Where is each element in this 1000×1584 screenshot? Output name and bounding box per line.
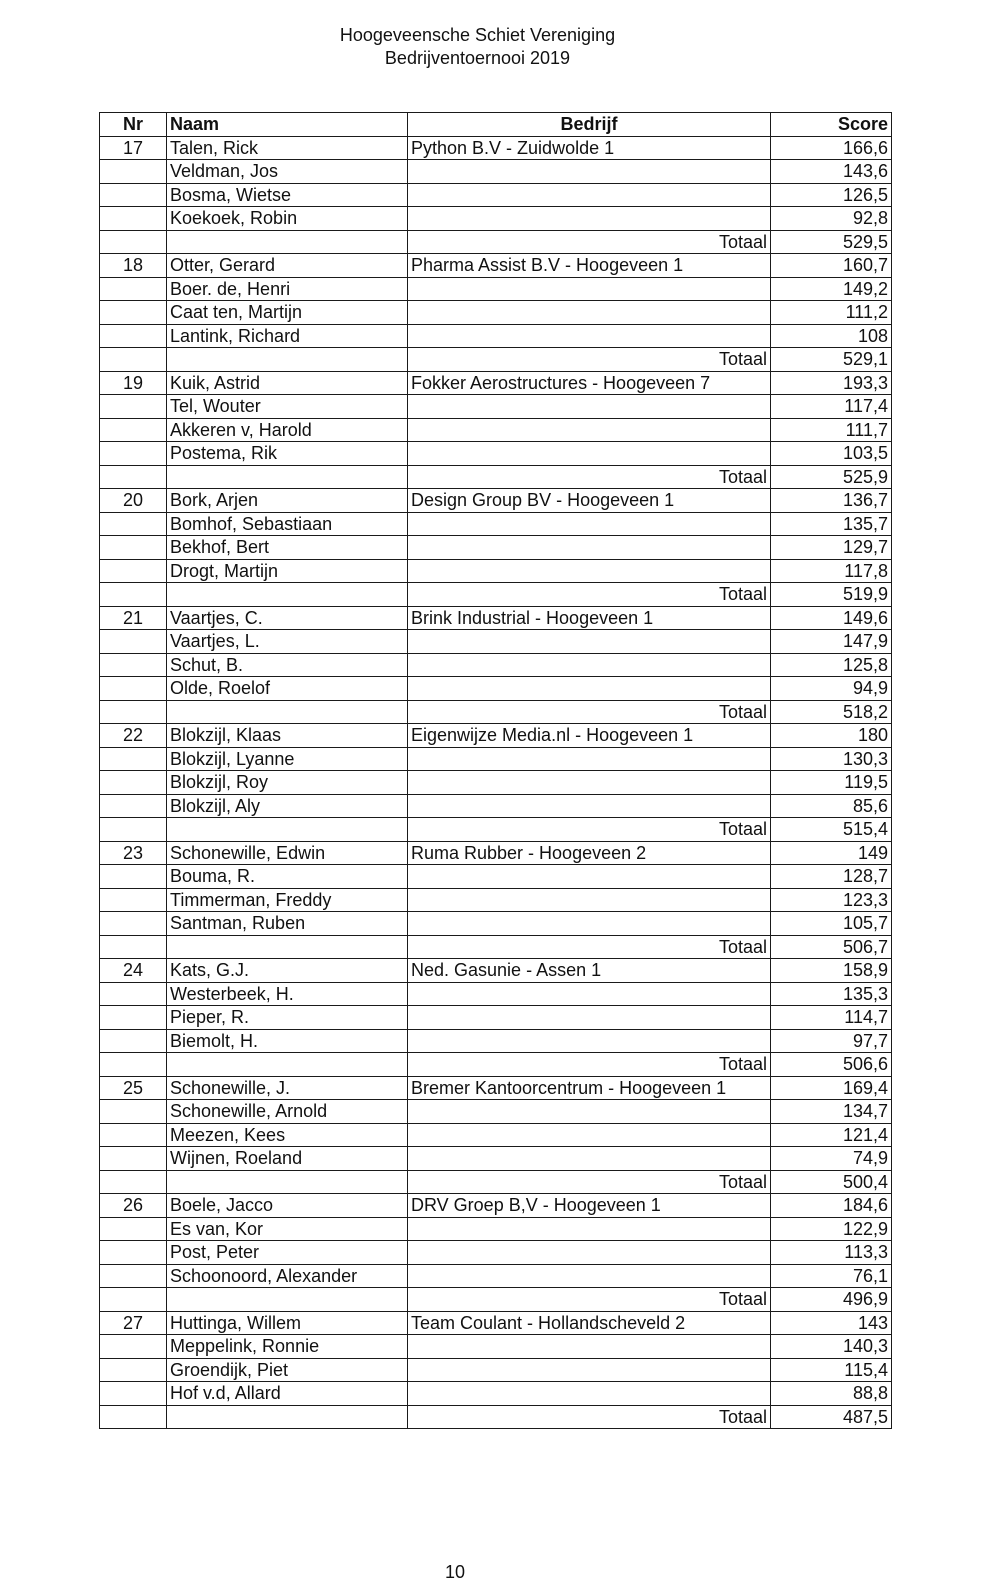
empty-cell [408,536,771,560]
empty-cell [100,1264,167,1288]
table-row [100,207,892,231]
member-name: Blokzijl, Roy [167,771,408,795]
member-score: 143,6 [771,160,892,184]
empty-cell [100,324,167,348]
empty-cell [408,1382,771,1406]
total-row [100,1288,892,1312]
member-score: 136,7 [771,489,892,513]
table-row [100,630,892,654]
member-score: 119,5 [771,771,892,795]
member-name: Pieper, R. [167,1006,408,1030]
table-row [100,1029,892,1053]
tournament-title: Bedrijventoernooi 2019 [384,48,571,68]
empty-cell [408,1123,771,1147]
total-row [100,1053,892,1077]
empty-cell [100,1382,167,1406]
team-number: 18 [100,254,167,278]
team-number: 23 [100,841,167,865]
member-score: 88,8 [771,1382,892,1406]
empty-cell [100,1053,167,1077]
empty-cell [408,653,771,677]
member-name: Bosma, Wietse [167,183,408,207]
member-name: Talen, Rick [167,136,408,160]
empty-cell [100,160,167,184]
team-number: 25 [100,1076,167,1100]
member-name: Drogt, Martijn [167,559,408,583]
empty-cell [408,395,771,419]
member-name: Vaartjes, L. [167,630,408,654]
member-score: 193,3 [771,371,892,395]
team-number: 17 [100,136,167,160]
member-name: Blokzijl, Aly [167,794,408,818]
total-row [100,583,892,607]
total-label: Totaal [408,700,771,724]
member-name: Kats, G.J. [167,959,408,983]
member-name: Schut, B. [167,653,408,677]
total-label: Totaal [408,935,771,959]
table-row [100,1194,892,1218]
member-score: 114,7 [771,1006,892,1030]
member-name: Boer. de, Henri [167,277,408,301]
member-name: Akkeren v, Harold [167,418,408,442]
member-score: 92,8 [771,207,892,231]
member-name: Santman, Ruben [167,912,408,936]
empty-cell [100,677,167,701]
empty-cell [408,418,771,442]
member-name: Meezen, Kees [167,1123,408,1147]
column-header-bedrijf: Bedrijf [408,113,771,137]
member-score: 128,7 [771,865,892,889]
empty-cell [100,888,167,912]
total-row [100,230,892,254]
total-row [100,1170,892,1194]
table-header-row [100,113,892,137]
table-row [100,1100,892,1124]
team-number: 24 [100,959,167,983]
member-score: 76,1 [771,1264,892,1288]
team-total: 500,4 [771,1170,892,1194]
member-score: 105,7 [771,912,892,936]
empty-cell [167,1288,408,1312]
table-row [100,724,892,748]
empty-cell [100,1288,167,1312]
table-row [100,912,892,936]
member-score: 74,9 [771,1147,892,1171]
table-row [100,888,892,912]
member-score: 160,7 [771,254,892,278]
member-name: Koekoek, Robin [167,207,408,231]
table-row [100,1006,892,1030]
empty-cell [100,700,167,724]
member-score: 129,7 [771,536,892,560]
empty-cell [408,888,771,912]
empty-cell [100,912,167,936]
empty-cell [408,559,771,583]
team-total: 515,4 [771,818,892,842]
member-score: 121,4 [771,1123,892,1147]
empty-cell [100,277,167,301]
table-body [100,136,892,1429]
member-name: Vaartjes, C. [167,606,408,630]
empty-cell [408,301,771,325]
empty-cell [408,1006,771,1030]
empty-cell [408,1217,771,1241]
empty-cell [167,1053,408,1077]
table-row [100,653,892,677]
empty-cell [408,865,771,889]
member-score: 126,5 [771,183,892,207]
table-row [100,559,892,583]
member-score: 125,8 [771,653,892,677]
member-name: Biemolt, H. [167,1029,408,1053]
member-score: 97,7 [771,1029,892,1053]
empty-cell [100,1029,167,1053]
table-row [100,136,892,160]
team-number: 19 [100,371,167,395]
empty-cell [100,512,167,536]
empty-cell [100,1405,167,1429]
empty-cell [100,865,167,889]
empty-cell [408,1147,771,1171]
empty-cell [408,1358,771,1382]
empty-cell [100,442,167,466]
empty-cell [167,1405,408,1429]
member-name: Lantink, Richard [167,324,408,348]
member-score: 108 [771,324,892,348]
table-row [100,301,892,325]
company-name: DRV Groep B,V - Hoogeveen 1 [408,1194,771,1218]
total-label: Totaal [408,230,771,254]
member-score: 117,4 [771,395,892,419]
empty-cell [167,348,408,372]
total-label: Totaal [408,465,771,489]
club-name: Hoogeveensche Schiet Vereniging [339,25,616,45]
empty-cell [167,935,408,959]
total-row [100,348,892,372]
column-header-naam: Naam [167,113,408,137]
table-row [100,959,892,983]
empty-cell [167,465,408,489]
table-row [100,395,892,419]
empty-cell [100,630,167,654]
table-row [100,982,892,1006]
table-row [100,324,892,348]
table-row [100,183,892,207]
member-name: Veldman, Jos [167,160,408,184]
table-row [100,489,892,513]
member-score: 122,9 [771,1217,892,1241]
team-number: 26 [100,1194,167,1218]
empty-cell [408,442,771,466]
table-row [100,1217,892,1241]
table-row [100,1123,892,1147]
member-score: 184,6 [771,1194,892,1218]
table-row [100,677,892,701]
member-score: 135,7 [771,512,892,536]
column-header-nr: Nr [100,113,167,137]
total-row [100,818,892,842]
empty-cell [408,794,771,818]
member-name: Huttinga, Willem [167,1311,408,1335]
empty-cell [100,465,167,489]
member-name: Otter, Gerard [167,254,408,278]
member-name: Schonewille, Edwin [167,841,408,865]
team-total: 519,9 [771,583,892,607]
member-score: 103,5 [771,442,892,466]
total-label: Totaal [408,1170,771,1194]
company-name: Design Group BV - Hoogeveen 1 [408,489,771,513]
member-score: 94,9 [771,677,892,701]
total-label: Totaal [408,818,771,842]
team-total: 529,1 [771,348,892,372]
member-score: 147,9 [771,630,892,654]
member-name: Groendijk, Piet [167,1358,408,1382]
results-table [99,112,892,1429]
table-row [100,606,892,630]
table-row [100,1241,892,1265]
member-score: 134,7 [771,1100,892,1124]
empty-cell [100,1123,167,1147]
empty-cell [100,1358,167,1382]
empty-cell [100,653,167,677]
empty-cell [100,1100,167,1124]
member-score: 135,3 [771,982,892,1006]
empty-cell [408,771,771,795]
team-total: 506,6 [771,1053,892,1077]
empty-cell [408,183,771,207]
member-name: Es van, Kor [167,1217,408,1241]
member-score: 113,3 [771,1241,892,1265]
company-name: Eigenwijze Media.nl - Hoogeveen 1 [408,724,771,748]
empty-cell [167,1170,408,1194]
empty-cell [100,1170,167,1194]
total-row [100,465,892,489]
table-row [100,254,892,278]
team-total: 525,9 [771,465,892,489]
empty-cell [100,1147,167,1171]
empty-cell [100,559,167,583]
member-name: Caat ten, Martijn [167,301,408,325]
table-row [100,747,892,771]
table-row [100,536,892,560]
member-name: Boele, Jacco [167,1194,408,1218]
empty-cell [408,677,771,701]
empty-cell [100,207,167,231]
member-name: Tel, Wouter [167,395,408,419]
member-score: 140,3 [771,1335,892,1359]
table-row [100,277,892,301]
member-score: 111,7 [771,418,892,442]
empty-cell [100,818,167,842]
empty-cell [100,418,167,442]
member-score: 85,6 [771,794,892,818]
empty-cell [100,935,167,959]
empty-cell [100,1217,167,1241]
member-name: Meppelink, Ronnie [167,1335,408,1359]
company-name: Team Coulant - Hollandscheveld 2 [408,1311,771,1335]
table-row [100,841,892,865]
empty-cell [167,230,408,254]
table-row [100,1147,892,1171]
team-total: 529,5 [771,230,892,254]
total-label: Totaal [408,348,771,372]
company-name: Python B.V - Zuidwolde 1 [408,136,771,160]
member-name: Westerbeek, H. [167,982,408,1006]
team-number: 22 [100,724,167,748]
company-name: Ned. Gasunie - Assen 1 [408,959,771,983]
empty-cell [100,771,167,795]
team-total: 487,5 [771,1405,892,1429]
member-name: Post, Peter [167,1241,408,1265]
empty-cell [408,1029,771,1053]
company-name: Bremer Kantoorcentrum - Hoogeveen 1 [408,1076,771,1100]
member-name: Bomhof, Sebastiaan [167,512,408,536]
member-name: Postema, Rik [167,442,408,466]
table-row [100,1076,892,1100]
member-score: 117,8 [771,559,892,583]
member-name: Kuik, Astrid [167,371,408,395]
table-row [100,865,892,889]
column-header-score: Score [771,113,892,137]
empty-cell [408,277,771,301]
member-score: 158,9 [771,959,892,983]
total-label: Totaal [408,583,771,607]
table-row [100,418,892,442]
empty-cell [100,583,167,607]
company-name: Ruma Rubber - Hoogeveen 2 [408,841,771,865]
team-number: 27 [100,1311,167,1335]
member-name: Hof v.d, Allard [167,1382,408,1406]
member-score: 123,3 [771,888,892,912]
empty-cell [100,230,167,254]
empty-cell [408,912,771,936]
member-name: Olde, Roelof [167,677,408,701]
total-label: Totaal [408,1405,771,1429]
table-row [100,1335,892,1359]
empty-cell [100,536,167,560]
member-score: 143 [771,1311,892,1335]
table-row [100,1358,892,1382]
company-name: Pharma Assist B.V - Hoogeveen 1 [408,254,771,278]
empty-cell [100,395,167,419]
table-row [100,442,892,466]
total-label: Totaal [408,1053,771,1077]
empty-cell [100,747,167,771]
empty-cell [167,583,408,607]
table-row [100,771,892,795]
member-score: 130,3 [771,747,892,771]
member-name: Wijnen, Roeland [167,1147,408,1171]
member-score: 149,2 [771,277,892,301]
member-name: Blokzijl, Klaas [167,724,408,748]
empty-cell [100,1335,167,1359]
table-row [100,1311,892,1335]
member-name: Bork, Arjen [167,489,408,513]
member-score: 180 [771,724,892,748]
member-name: Blokzijl, Lyanne [167,747,408,771]
empty-cell [408,160,771,184]
team-total: 506,7 [771,935,892,959]
member-name: Bekhof, Bert [167,536,408,560]
empty-cell [100,794,167,818]
empty-cell [100,1241,167,1265]
member-score: 169,4 [771,1076,892,1100]
member-name: Schonewille, J. [167,1076,408,1100]
member-score: 149 [771,841,892,865]
member-name: Schonewille, Arnold [167,1100,408,1124]
page-number: 10 [444,1562,466,1582]
empty-cell [408,747,771,771]
member-name: Timmerman, Freddy [167,888,408,912]
empty-cell [408,1264,771,1288]
company-name: Fokker Aerostructures - Hoogeveen 7 [408,371,771,395]
member-score: 166,6 [771,136,892,160]
table-row [100,160,892,184]
total-row [100,700,892,724]
company-name: Brink Industrial - Hoogeveen 1 [408,606,771,630]
empty-cell [408,324,771,348]
empty-cell [408,982,771,1006]
team-total: 518,2 [771,700,892,724]
empty-cell [167,700,408,724]
empty-cell [408,512,771,536]
empty-cell [408,1100,771,1124]
member-score: 115,4 [771,1358,892,1382]
table-row [100,512,892,536]
table-row [100,1264,892,1288]
table-row [100,1382,892,1406]
document-header [0,24,955,70]
empty-cell [100,301,167,325]
empty-cell [408,1241,771,1265]
total-label: Totaal [408,1288,771,1312]
table-row [100,794,892,818]
empty-cell [408,1335,771,1359]
total-row [100,1405,892,1429]
empty-cell [167,818,408,842]
member-name: Schoonoord, Alexander [167,1264,408,1288]
team-number: 21 [100,606,167,630]
member-score: 111,2 [771,301,892,325]
empty-cell [100,348,167,372]
empty-cell [100,1006,167,1030]
table-row [100,371,892,395]
empty-cell [100,183,167,207]
empty-cell [100,982,167,1006]
team-number: 20 [100,489,167,513]
total-row [100,935,892,959]
empty-cell [408,207,771,231]
member-score: 149,6 [771,606,892,630]
empty-cell [408,630,771,654]
team-total: 496,9 [771,1288,892,1312]
member-name: Bouma, R. [167,865,408,889]
